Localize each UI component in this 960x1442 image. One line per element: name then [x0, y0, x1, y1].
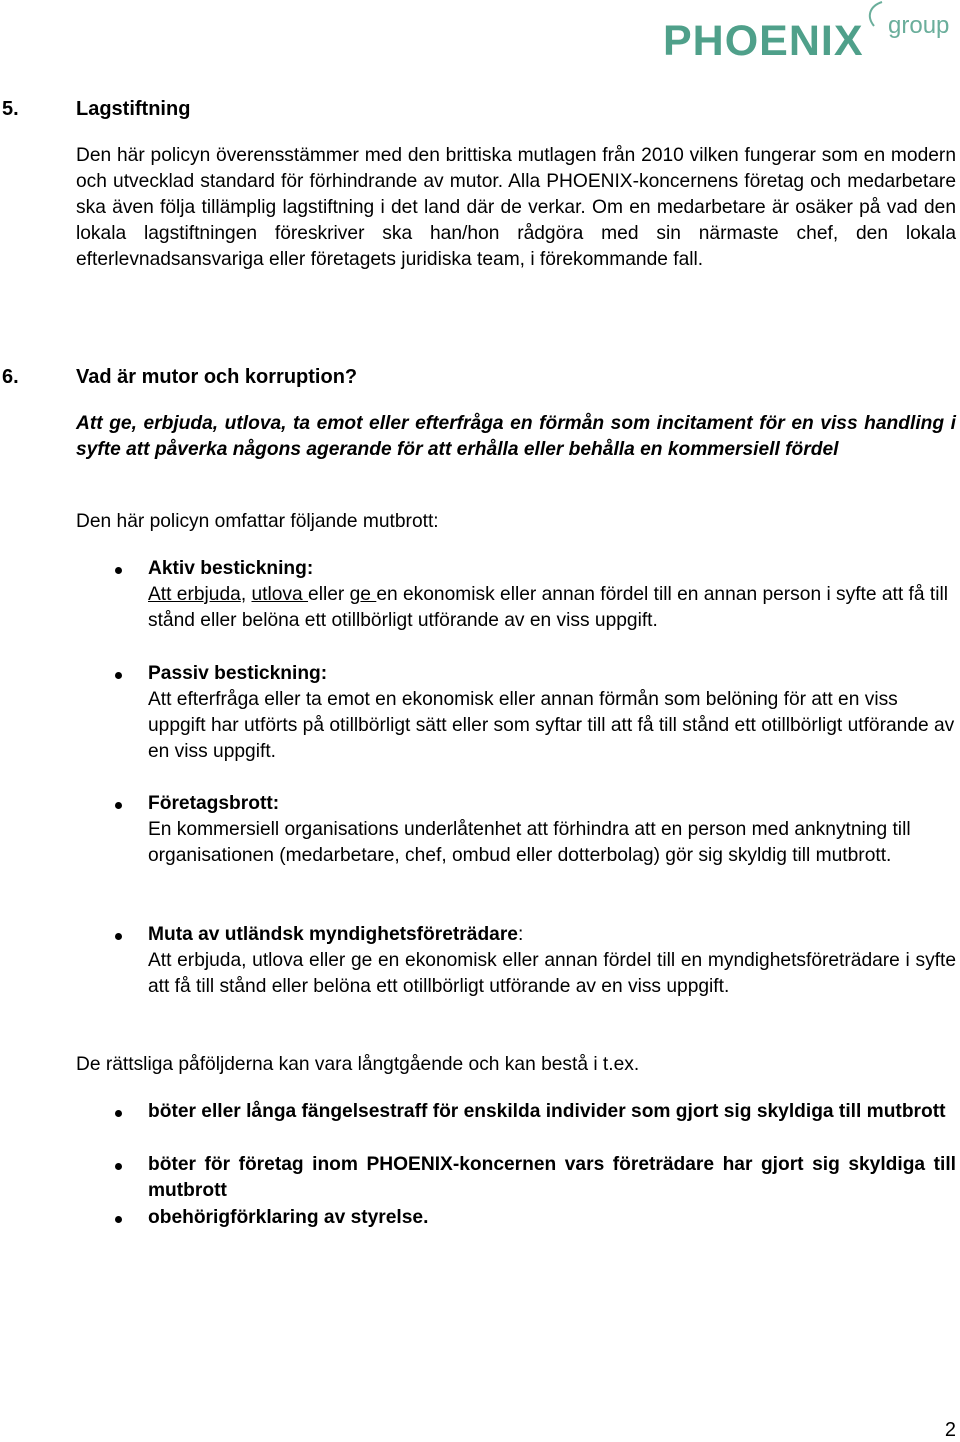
consequences-intro: De rättsliga påföljderna kan vara långtgående och kan bestå i t.ex. [76, 1054, 640, 1075]
offence-title [148, 922, 956, 948]
offence-body [148, 582, 956, 634]
text-fragment: eller [308, 584, 350, 605]
phoenix-group-logo [660, 0, 960, 70]
logo-subtitle: group [888, 12, 950, 39]
list-item [148, 791, 956, 869]
consequence-text: böter eller långa fängelsestraff för enskilda individer som gjort sig skyldiga till mutbrott [148, 1101, 946, 1122]
list-item [148, 556, 956, 634]
section-number: 6. [2, 366, 19, 388]
list-item [148, 1099, 956, 1125]
section-number: 5. [2, 98, 19, 120]
logo-swoosh-icon [860, 0, 890, 30]
list-item [148, 661, 956, 765]
logo-wordmark: PHOENIX [663, 17, 864, 65]
offence-body: Att erbjuda, utlova eller ge en ekonomisk eller annan fördel till en myndighetsföreträdare i syfte att få till stånd eller belöna ett otillbörligt utförande av en viss uppgift. [148, 950, 956, 997]
list-item [148, 1152, 956, 1204]
bullet-icon [115, 802, 122, 809]
section-5-paragraph: Den här policyn överensstämmer med den brittiska mutlagen från 2010 vilken fungerar som en modern och utvecklad standard för förhindrande av mutor. Alla PHOENIX-koncernens företag och medarbetare ska även följa tillämplig lagstiftning i det land där de verkar. Om en medarbetare är osäker på vad den lokala lagstiftningen föreskriver ska han/hon rådgöra med sin närmaste chef, den lokala efterlevnadsansvariga eller företagets juridiska team, i förekommande fall. [76, 145, 956, 270]
offence-title-text: Muta av utländsk myndighetsföreträdare [148, 924, 518, 945]
bullet-icon [115, 1163, 122, 1170]
offences-intro: Den här policyn omfattar följande mutbrott: [76, 511, 439, 532]
section-title: Vad är mutor och korruption? [76, 366, 358, 388]
consequence-text: obehörigförklaring av styrelse. [148, 1207, 429, 1228]
offence-title: Aktiv bestickning: [148, 558, 314, 579]
text-fragment: , [240, 584, 252, 605]
underlined-term: ge [349, 584, 377, 605]
bullet-icon [115, 672, 122, 679]
bribery-definition: Att ge, erbjuda, utlova, ta emot eller efterfråga en förmån som incitament för en viss handling i syfte att påverka någons agerande för att erhålla eller behålla en kommersiell fördel [76, 413, 956, 460]
offence-title-suffix: : [517, 924, 524, 945]
page-number: 2 [944, 1419, 956, 1441]
consequence-text: böter för företag inom PHOENIX-koncernen vars företrädare har gjort sig skyldiga till mutbrott [148, 1154, 956, 1201]
offence-body: Att efterfråga eller ta emot en ekonomisk eller annan förmån som belöning för att en viss uppgift har utförts på otillbörligt sätt eller som syftar till att få till stånd ett otillbörligt utförande av en viss uppgift. [148, 689, 955, 762]
offence-title: Företagsbrott: [148, 793, 280, 814]
list-item [148, 1205, 956, 1231]
offence-body: En kommersiell organisations underlåtenhet att förhindra att en person med anknytning till organisationen (medarbetare, chef, ombud eller dotterbolag) gör sig skyldig till mutbrott. [148, 819, 911, 866]
list-item [148, 922, 956, 1000]
text-fragment: en ekonomisk eller annan fördel till en annan person i syfte att få till stånd eller belöna ett otillbörligt utförande av en viss uppgift. [148, 584, 949, 631]
underlined-term: Att erbjuda [148, 584, 241, 605]
underlined-term: utlova [251, 584, 309, 605]
bullet-icon [115, 1216, 122, 1223]
bullet-icon [115, 567, 122, 574]
offence-title: Passiv bestickning: [148, 663, 328, 684]
bullet-icon [115, 933, 122, 940]
section-title: Lagstiftning [76, 98, 191, 120]
bullet-icon [115, 1110, 122, 1117]
